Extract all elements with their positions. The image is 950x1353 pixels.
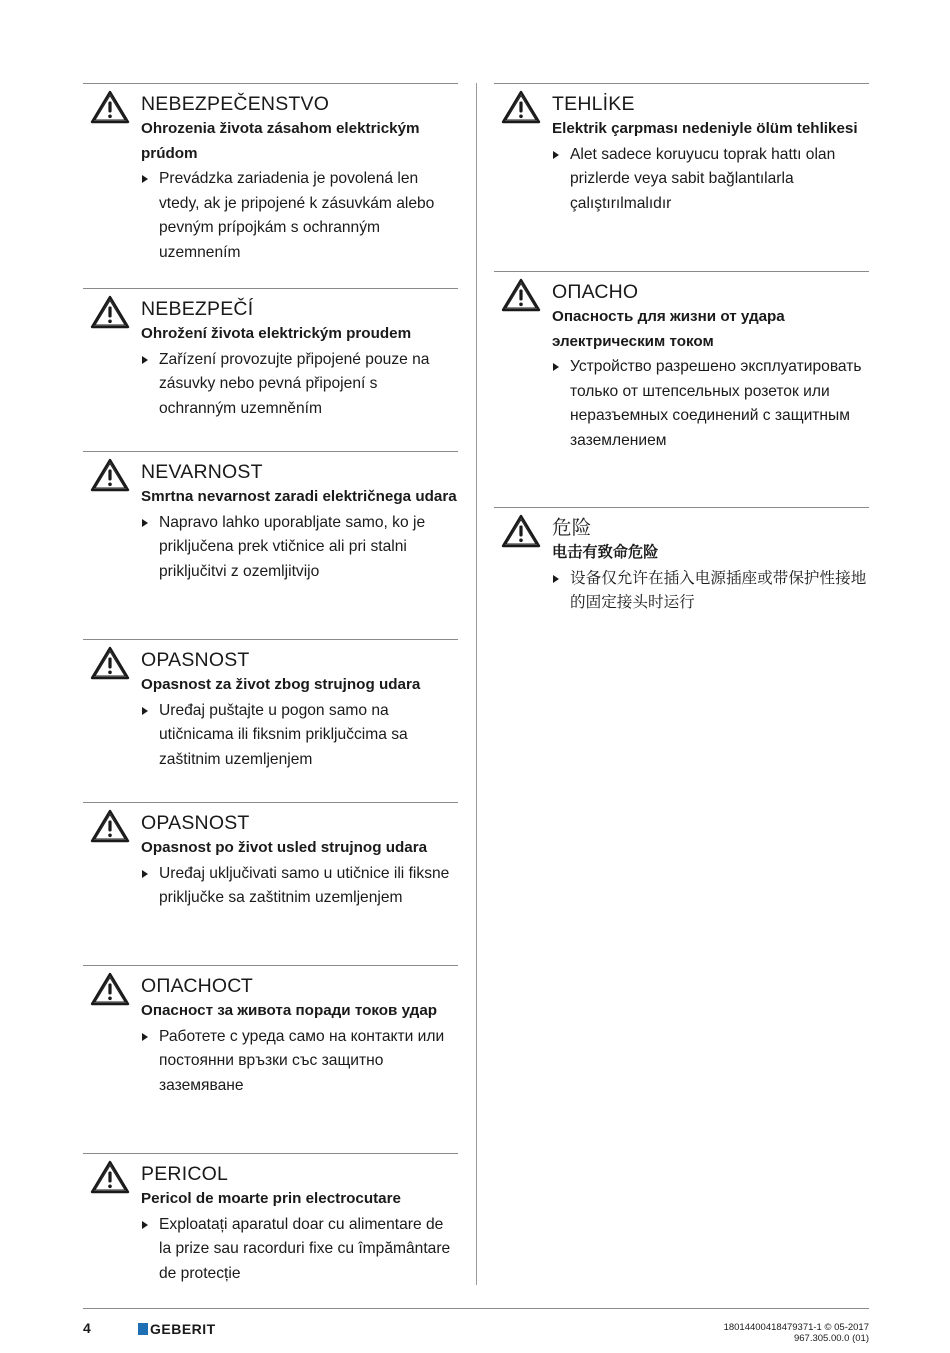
warning-title: PERICOL (141, 1163, 229, 1185)
warning-triangle-icon (501, 278, 541, 312)
instruction-text: Prevádzka zariadenia je povolená len vtedy, ak je pripojené k zásuvkám alebo pevným prípojkám s ochranným uzemnením (159, 170, 435, 261)
warning-block-tr (494, 83, 869, 271)
warning-title: TEHLİKE (552, 93, 635, 115)
warning-block-hr (83, 639, 458, 802)
warning-instruction (552, 143, 869, 217)
warning-triangle-icon (90, 1160, 130, 1194)
warning-title: OPASNOST (141, 812, 250, 834)
instruction-text: Uređaj uključivati samo u utičnice ili fiksne priključke sa zaštitnim uzemljenjem (159, 864, 450, 906)
warning-instruction (141, 1025, 458, 1099)
warning-subtitle: Opasnost za život zbog strujnog udara (141, 676, 421, 693)
document-id (724, 1322, 869, 1344)
bullet-arrow-icon (142, 1033, 148, 1041)
bullet-arrow-icon (142, 1221, 148, 1229)
instruction-text: 设备仅允许在插入电源插座或带保护性接地的固定接头时运行 (570, 569, 867, 611)
bullet-arrow-icon (142, 356, 148, 364)
warning-subtitle: Elektrik çarpması nedeniyle ölüm tehlikesi (552, 120, 858, 137)
warning-title: NEBEZPEČENSTVO (141, 93, 330, 115)
warning-triangle-icon (90, 295, 130, 329)
warning-title: OPASNOST (141, 649, 250, 671)
right-column (494, 83, 869, 626)
warning-title: ОПАСНОСТ (141, 975, 254, 997)
warning-instruction (141, 511, 458, 585)
warning-subtitle: 电击有致命危险 (552, 544, 659, 561)
warning-block-sl (83, 451, 458, 639)
warning-title: 危险 (552, 517, 592, 539)
warning-instruction (552, 567, 869, 616)
warning-instruction (552, 355, 869, 453)
page-number: 4 (83, 1320, 91, 1336)
warning-block-ru (494, 271, 869, 507)
warning-instruction (141, 699, 458, 773)
warning-triangle-icon (90, 90, 130, 124)
bullet-arrow-icon (142, 175, 148, 183)
warning-triangle-icon (90, 809, 130, 843)
bullet-arrow-icon (553, 363, 559, 371)
warning-subtitle: Ohrozenia života zásahom elektrickým prúdom (141, 120, 420, 162)
warning-triangle-icon (90, 458, 130, 492)
warning-triangle-icon (501, 514, 541, 548)
instruction-text: Zařízení provozujte připojené pouze na zásuvky nebo pevná připojení s ochranným uzemněním (159, 350, 430, 417)
footer-divider (83, 1308, 869, 1309)
brand-logo (138, 1322, 216, 1336)
bullet-arrow-icon (553, 151, 559, 159)
warning-triangle-icon (90, 972, 130, 1006)
warning-subtitle: Опасность для жизни от удара электрическим током (552, 308, 785, 350)
column-divider (476, 83, 477, 1285)
warning-block-sk (83, 83, 458, 288)
bullet-arrow-icon (142, 519, 148, 527)
warning-title: NEBEZPEČÍ (141, 298, 254, 320)
warning-subtitle: Pericol de moarte prin electrocutare (141, 1190, 401, 1207)
warning-triangle-icon (90, 646, 130, 680)
warning-triangle-icon (501, 90, 541, 124)
instruction-text: Устройство разрешено эксплуатировать только от штепсельных розеток или неразъемных соединений с защитным заземлением (570, 358, 862, 449)
warning-instruction (141, 348, 458, 422)
brand-name: GEBERIT (150, 1321, 216, 1337)
warning-block-bg (83, 965, 458, 1153)
warning-instruction (141, 1213, 458, 1287)
instruction-text: Exploatați aparatul doar cu alimentare de la prize sau racorduri fixe cu împământare de protecție (159, 1215, 451, 1282)
warning-instruction (141, 862, 458, 911)
warning-subtitle: Smrtna nevarnost zaradi električnega udara (141, 488, 457, 505)
left-column (83, 83, 458, 1302)
document-id-line-1: 18014400418479371-1 © 05-2017 (723, 1322, 869, 1333)
brand-square-icon (138, 1323, 148, 1335)
warning-subtitle: Ohrožení života elektrickým proudem (141, 325, 412, 342)
warning-block-zh (494, 507, 869, 626)
instruction-text: Uređaj puštajte u pogon samo na utičnicama ili fiksnim priključcima sa zaštitnim uzemljenjem (159, 701, 408, 768)
warning-block-cs (83, 288, 458, 451)
bullet-arrow-icon (142, 870, 148, 878)
instruction-text: Работете с уреда само на контакти или постоянни връзки със защитно заземяване (159, 1027, 445, 1094)
instruction-text: Alet sadece koruyucu toprak hattı olan prizlerde veya sabit bağlantılarla çalıştırılmalıdır (570, 145, 836, 212)
warning-title: ОПАСНО (552, 281, 639, 303)
bullet-arrow-icon (142, 707, 148, 715)
warning-title: NEVARNOST (141, 461, 263, 483)
bullet-arrow-icon (553, 575, 559, 583)
warning-instruction (141, 167, 458, 265)
warning-subtitle: Опасност за живота поради токов удар (141, 1002, 438, 1019)
warning-block-ro (83, 1153, 458, 1302)
document-id-line-2: 967.305.00.0 (01) (793, 1333, 869, 1344)
warning-subtitle: Opasnost po život usled strujnog udara (141, 839, 428, 856)
warning-block-sr (83, 802, 458, 965)
instruction-text: Napravo lahko uporabljate samo, ko je priključena prek vtičnice ali pri stalni priključitvi z ozemljitvijo (159, 513, 426, 580)
